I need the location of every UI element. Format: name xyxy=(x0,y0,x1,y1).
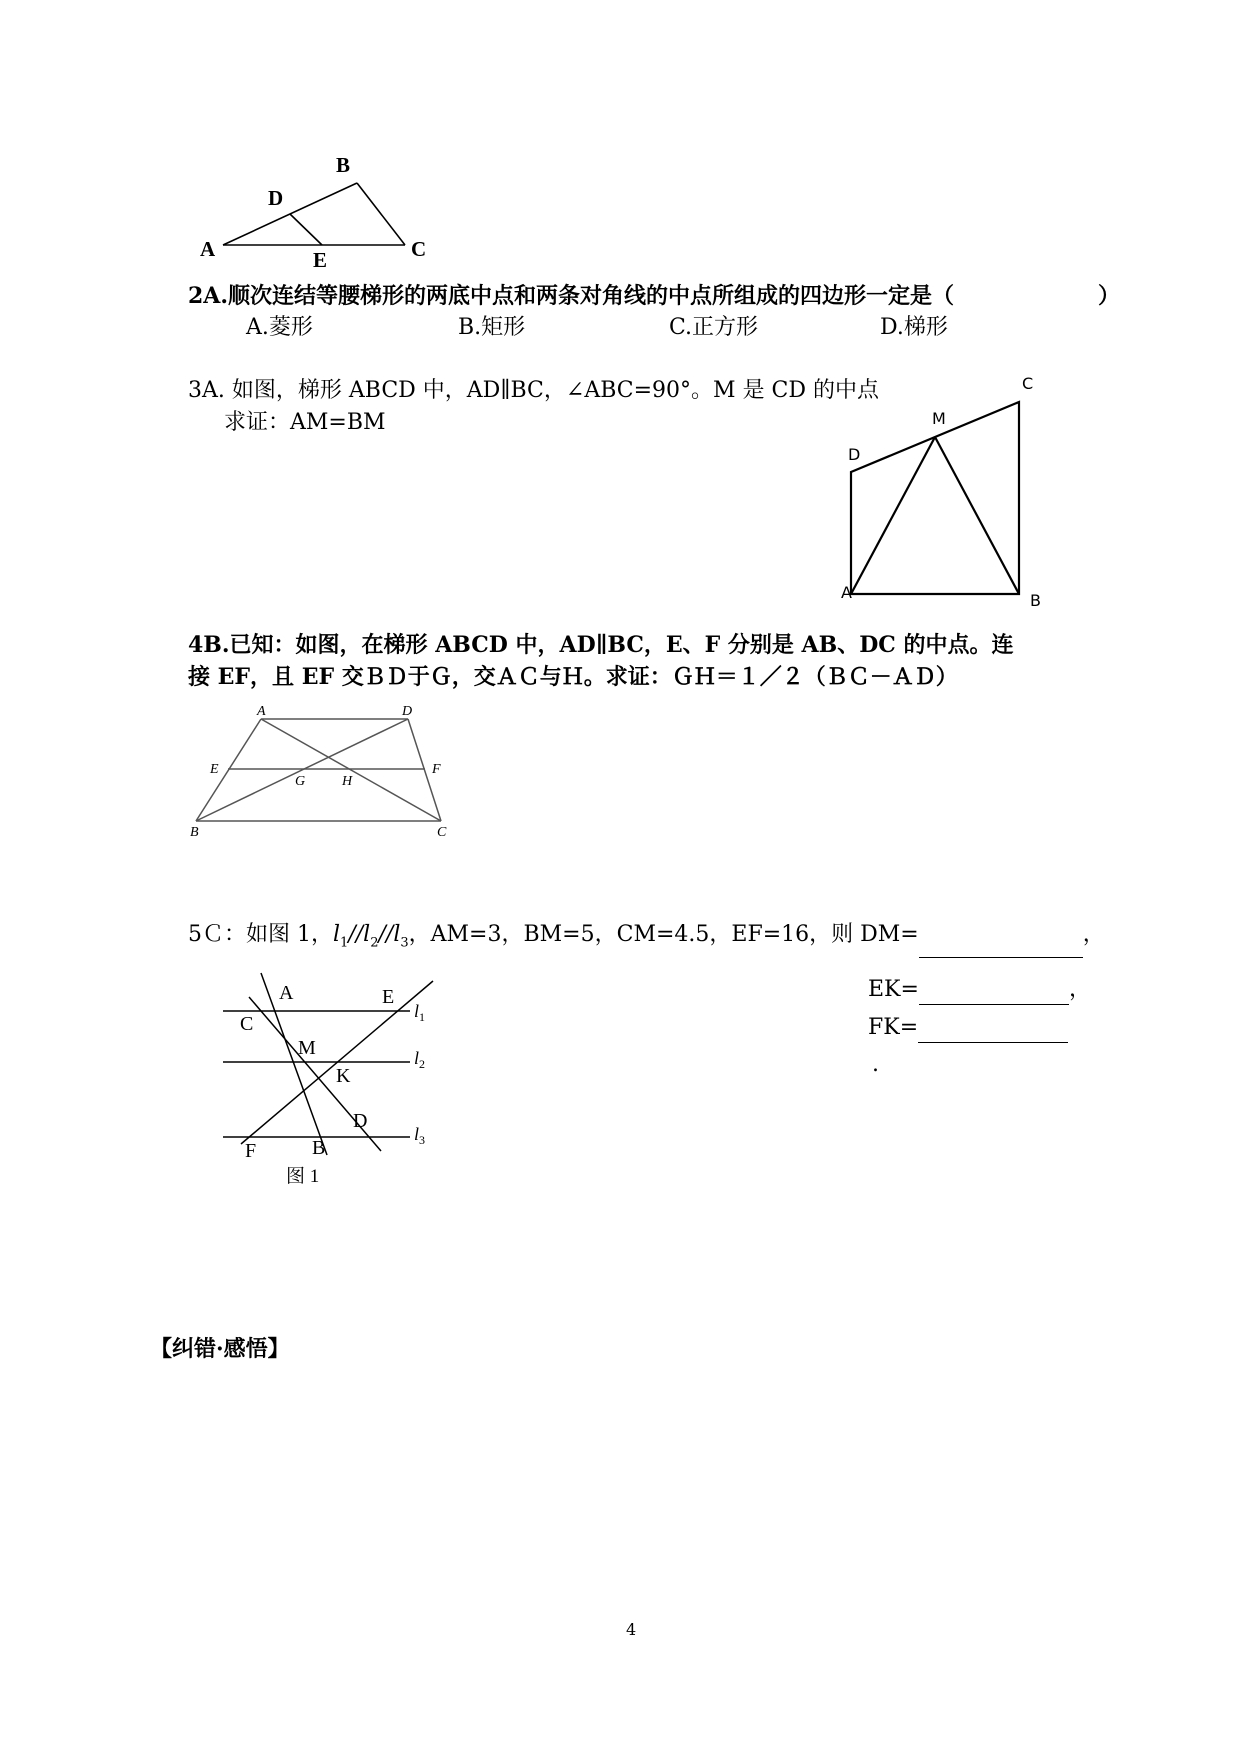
q5-l3-sub: 3 xyxy=(400,935,409,951)
label-e: E xyxy=(382,986,395,1008)
q5-prefix: 5Ｃ：如图 1， xyxy=(188,922,333,947)
label-d: D xyxy=(848,445,861,464)
ek-label: EK= xyxy=(868,977,919,1002)
q5-l1-sub: 1 xyxy=(340,935,349,951)
figure-caption: 图 1 xyxy=(286,1166,320,1187)
q2-option-b: B.矩形 xyxy=(458,315,526,340)
label-a: A xyxy=(257,704,266,719)
q5-l1: l xyxy=(333,922,341,947)
label-a: A xyxy=(279,982,294,1004)
q5-parallel-1: // xyxy=(348,922,364,947)
label-f: F xyxy=(432,762,441,777)
label-c: C xyxy=(411,237,427,261)
q5-parallel-2: // xyxy=(378,922,394,947)
label-g: G xyxy=(295,774,306,789)
ek-comma: ， xyxy=(1068,977,1091,1002)
label-d: D xyxy=(402,704,413,719)
label-k: K xyxy=(336,1065,351,1087)
label-c: C xyxy=(240,1013,254,1035)
q4-line-1: 4B.已知：如图，在梯形 ABCD 中，AD∥BC，E、F 分别是 AB、DC 的中点。连 xyxy=(188,632,1014,658)
q3-prove: 求证：AM=BM xyxy=(224,410,386,435)
fk-label: FK= xyxy=(868,1015,919,1040)
label-b: B xyxy=(336,153,351,177)
label-m: M xyxy=(298,1037,316,1059)
label-b: B xyxy=(190,825,199,840)
label-l3: $l_3$ xyxy=(414,1124,426,1147)
label-b: B xyxy=(312,1137,326,1159)
page-number: 4 xyxy=(626,1620,637,1639)
q5-period: . xyxy=(872,1052,879,1077)
label-m: M xyxy=(932,409,946,428)
q4-line-2: 接 EF，且 EF 交ＢＤ于Ｇ，交ＡＣ与Ｈ。求证：ＧＨ＝１／２（ＢＣ－ＡＤ） xyxy=(188,664,958,690)
q3-stem: 3A. 如图，梯形 ABCD 中，AD∥BC，∠ABC=90°。M 是 CD 的中点 xyxy=(188,378,880,403)
q5-given: ，AM=3，BM=5，CM=4.5，EF=16，则 DM= xyxy=(408,922,919,947)
label-e: E xyxy=(313,248,328,272)
label-d: D xyxy=(353,1110,368,1132)
reflection-heading: 【纠错·感悟】 xyxy=(150,1336,290,1362)
label-l2: $l_2$ xyxy=(414,1048,426,1071)
q2-option-a: A.菱形 xyxy=(246,315,313,340)
label-d: D xyxy=(268,186,284,210)
q5-comma: ， xyxy=(1082,922,1105,947)
label-f: F xyxy=(245,1140,257,1162)
label-h: H xyxy=(342,774,353,789)
q2-option-d: D.梯形 xyxy=(880,315,948,340)
label-b: B xyxy=(1030,591,1041,610)
label-l1: $l_1$ xyxy=(414,1001,426,1024)
label-a: A xyxy=(841,583,852,602)
label-a: A xyxy=(200,237,216,261)
q5-l2-sub: 2 xyxy=(370,935,379,951)
q5-l2: l xyxy=(363,922,371,947)
q2-stem: 2A.顺次连结等腰梯形的两底中点和两条对角线的中点所组成的四边形一定是（ xyxy=(188,283,955,309)
q5-l3: l xyxy=(393,922,401,947)
q2-close-paren: ） xyxy=(1098,283,1121,309)
label-c: C xyxy=(1022,374,1034,393)
q2-option-c: C.正方形 xyxy=(669,315,759,340)
label-c: C xyxy=(437,825,447,840)
label-e: E xyxy=(210,762,219,777)
